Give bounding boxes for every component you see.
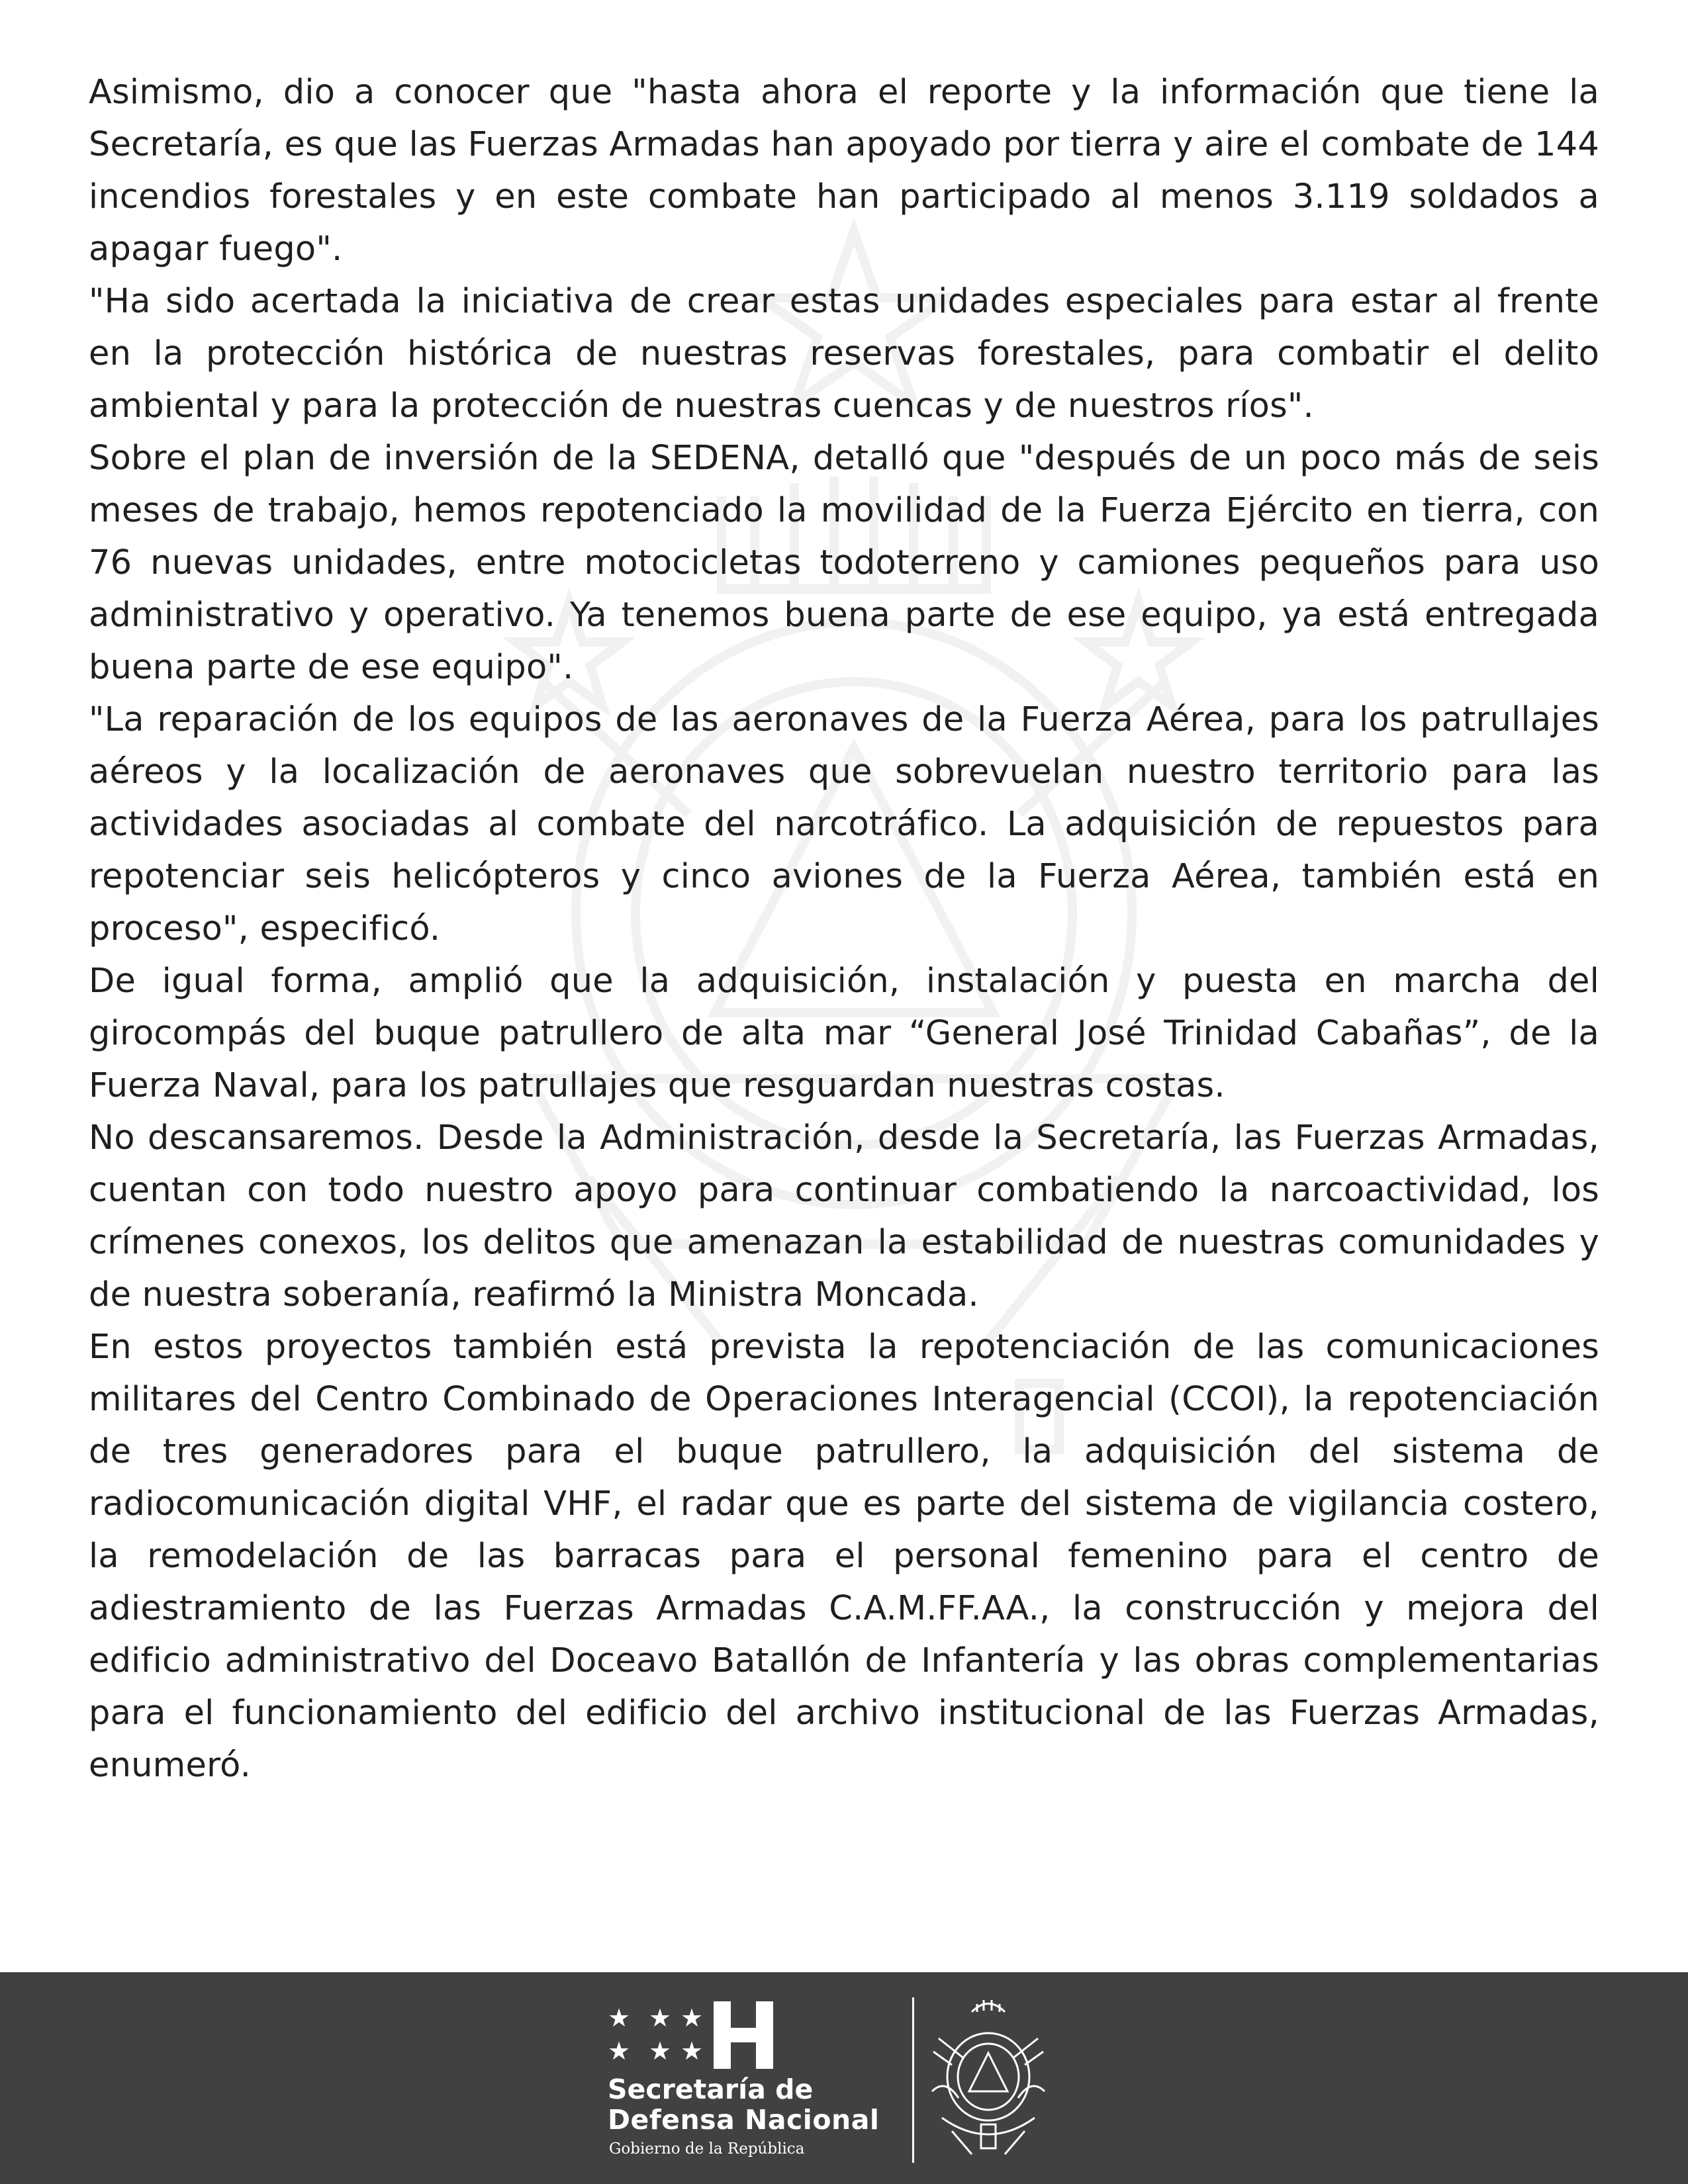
brand-title-line1: Secretaría de (608, 2073, 814, 2105)
sedena-brand-block (608, 2005, 919, 2164)
paragraph-projects-list: En estos proyectos también está prevista la repotenciación de las comunicaciones militares del Centro Combinado de Operaciones Interagencial (CCOI), la repotenciación de tres generadores para el buque patrullero, la adquisición del sistema de radiocomunicación digital VHF, el radar que es parte del sistema de vigilancia costero, la remodelación de las barracas para el personal femenino para el centro de adiestramiento de las Fuerzas Armadas C.A.M.FF.AA., la construcción y mejora del edificio administrativo del Doceavo Batallón de Infantería y las obras complementarias para el funcionamiento del edificio del archivo institucional de las Fuerzas Armadas, enumeró. (89, 1328, 1599, 1785)
brand-title-line2: Defensa Nacional (608, 2104, 880, 2136)
footer-bar (0, 1972, 1688, 2184)
five-stars-icon: ★ ★ ★ ★ ★ ★ (608, 2003, 704, 2066)
paragraph-naval-gyrocompass: De igual forma, amplió que la adquisición, instalación y puesta en marcha del girocompás del buque patrullero de alta mar “General José Trinidad Cabañas”, de la Fuerza Naval, para los patrullajes que resguardan nuestras costas. (89, 962, 1599, 1105)
paragraph-investment-plan: Sobre el plan de inversión de la SEDENA, detalló que "después de un poco más de seis meses de trabajo, hemos repotenciado la movilidad de la Fuerza Ejército en tierra, con 76 nuevas unidades, entre motocicletas todoterreno y camiones pequeños para uso administrativo y operativo. Ya tenemos buena parte de ese equipo, ya está entregada buena parte de ese equipo". (89, 439, 1599, 687)
footer-divider (912, 1997, 914, 2163)
paragraph-fire-support: Asimismo, dio a conocer que "hasta ahora el reporte y la información que tiene la Secretaría, es que las Fuerzas Armadas han apoyado por tierra y aire el combate de 144 incendios forestales y en este combate han participado al menos 3.119 soldados a apagar fuego". (89, 73, 1599, 269)
paragraph-air-force-repair: "La reparación de los equipos de las aeronaves de la Fuerza Aérea, para los patrullajes aéreos y la localización de aeronaves que sobrevuelan nuestro territorio para las actividades asociadas al combate del narcotráfico. La adquisición de repuestos para repotenciar seis helicópteros y cinco aviones de la Fuerza Aérea, también está en proceso", especificó. (89, 700, 1599, 948)
brand-subtitle: Gobierno de la República (609, 2140, 805, 2158)
article-body (89, 66, 1599, 1792)
honduras-government-h-logo-icon (714, 2001, 773, 2069)
paragraph-minister-statement: No descansaremos. Desde la Administración, desde la Secretaría, las Fuerzas Armadas, cuentan con todo nuestro apoyo para continuar combatiendo la narcoactividad, los crímenes conexos, los delitos que amenazan la estabilidad de nuestras comunidades y de nuestra soberanía, reafirmó la Ministra Moncada. (89, 1118, 1599, 1314)
paragraph-special-units-quote: "Ha sido acertada la iniciativa de crear estas unidades especiales para estar al frente en la protección histórica de nuestras reservas forestales, para combatir el delito ambiental y para la protección de nuestras cuencas y de nuestros ríos". (89, 282, 1599, 426)
national-coat-of-arms-icon (925, 1992, 1051, 2164)
